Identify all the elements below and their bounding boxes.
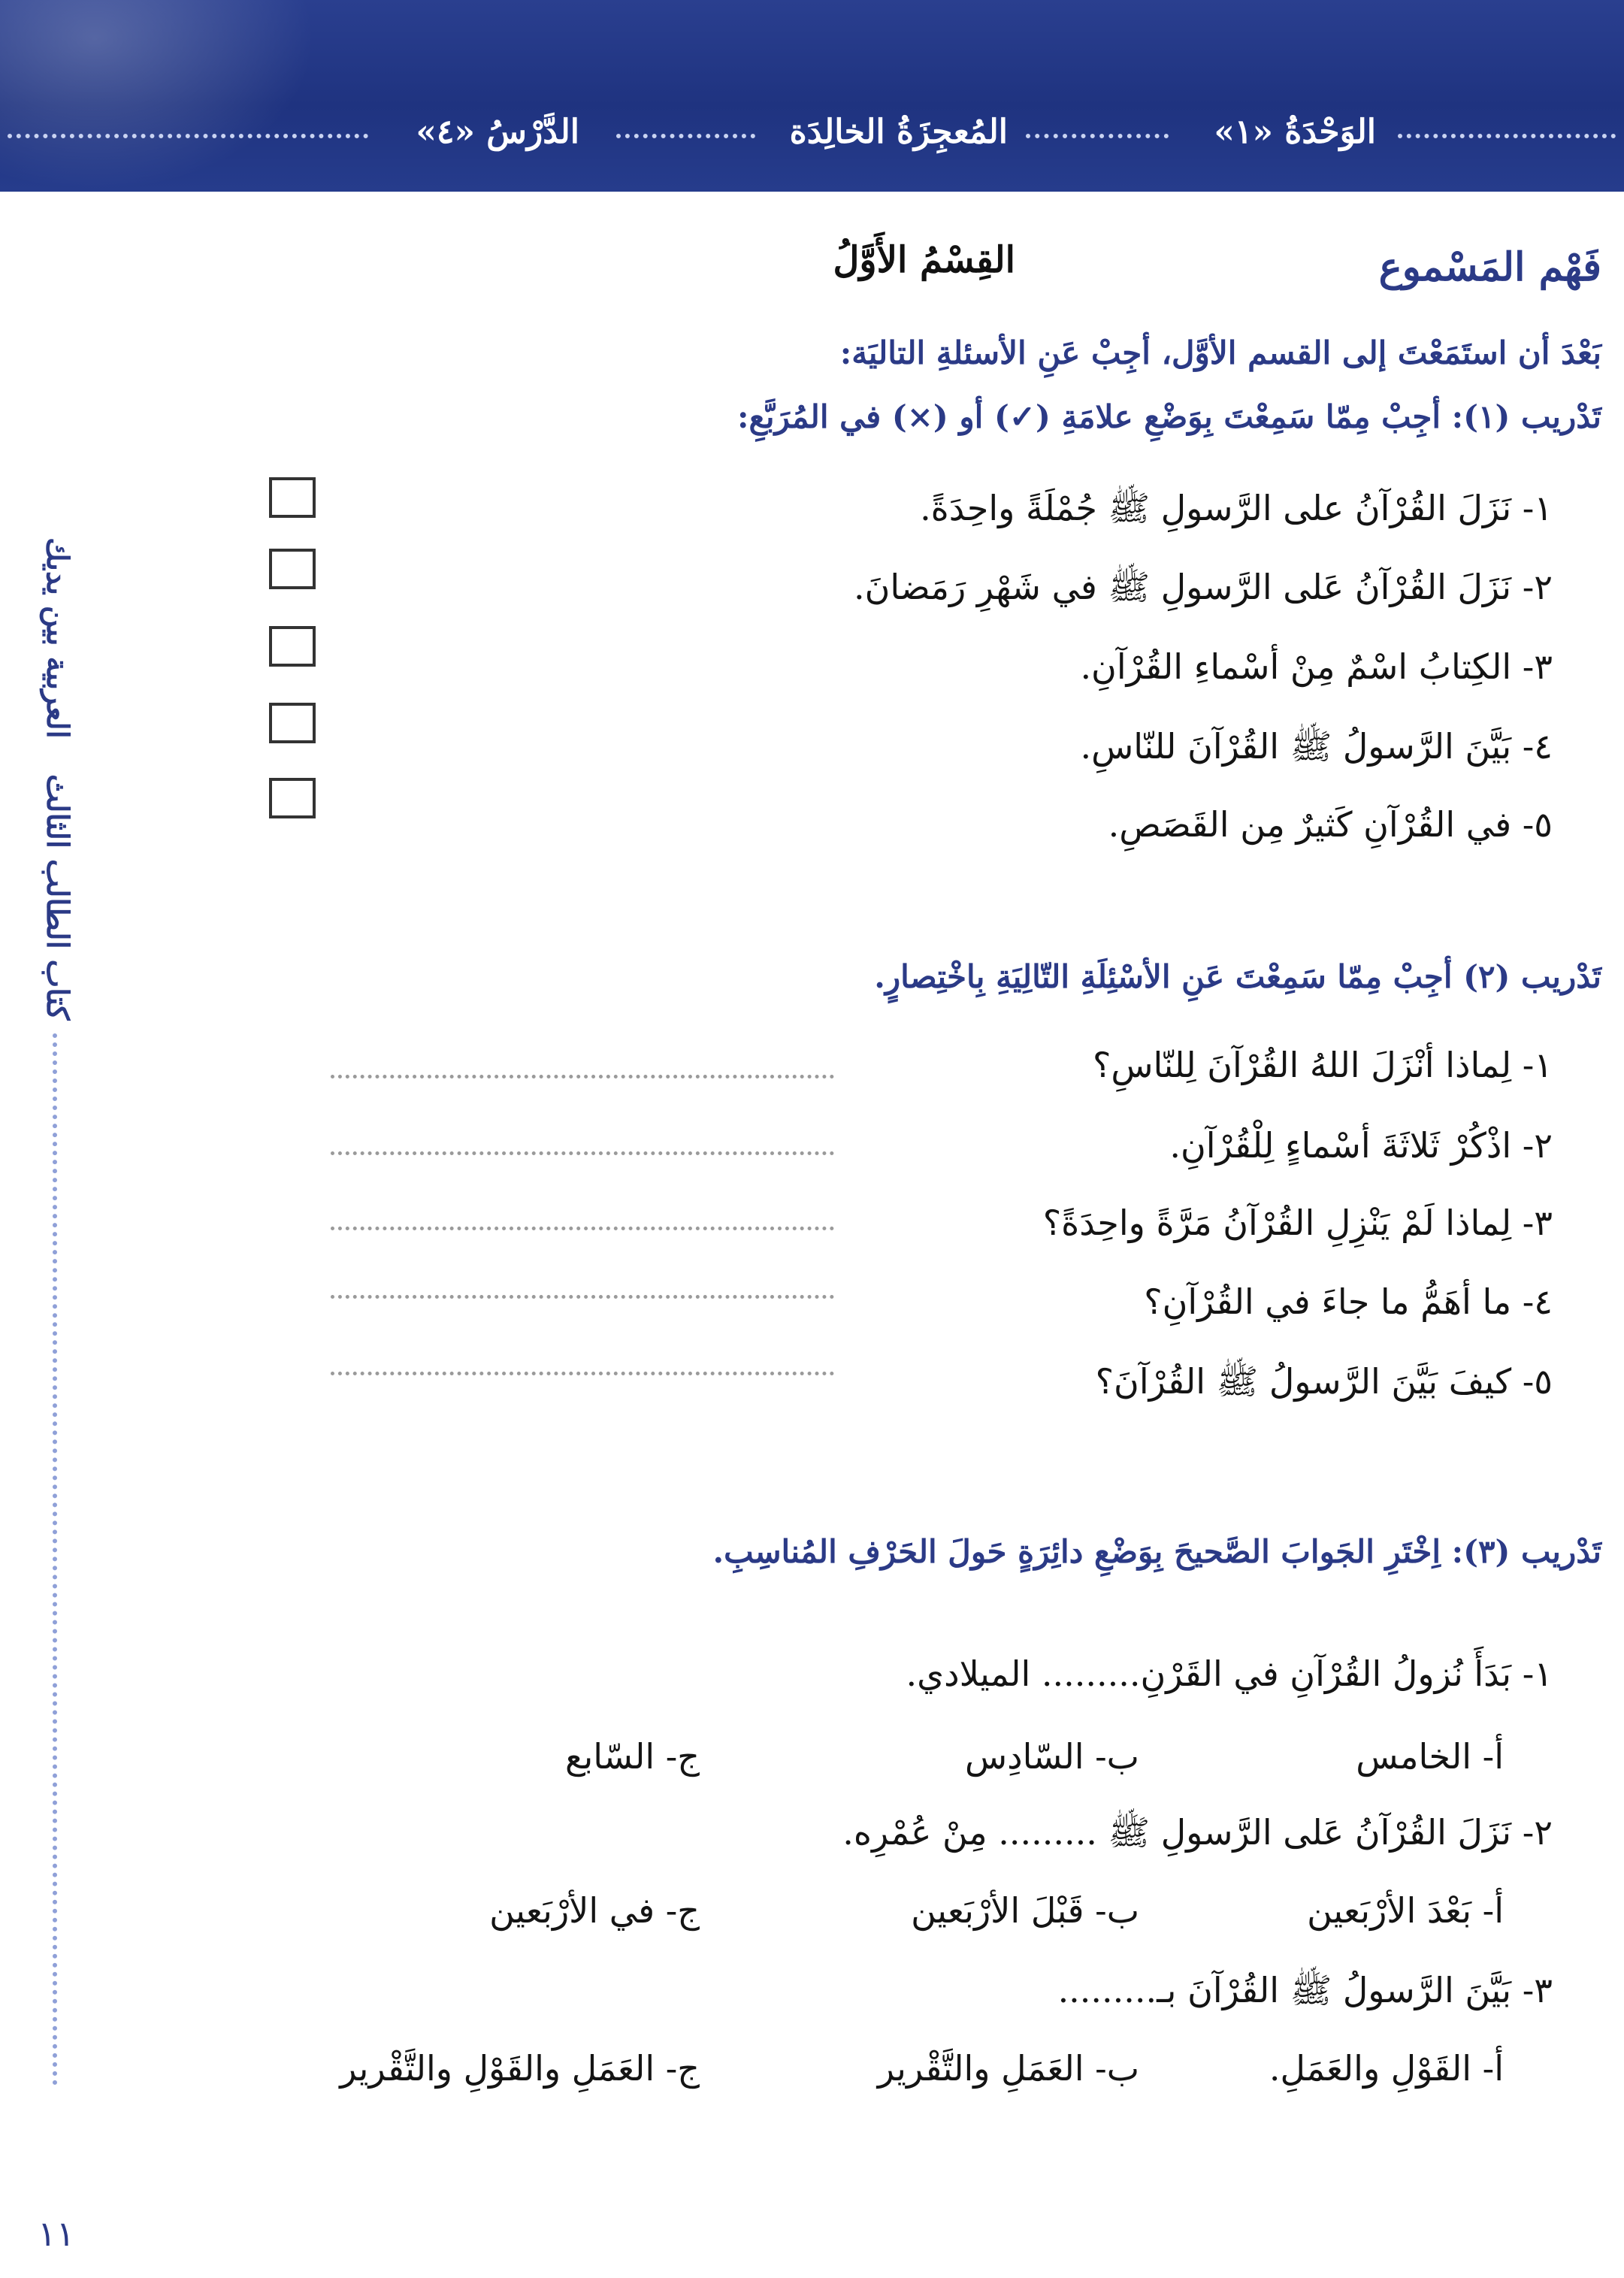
option-a[interactable]: أ- القَوْلِ والعَمَلِ. (1269, 2048, 1504, 2089)
option-a[interactable]: أ- الخامس (1356, 1736, 1504, 1777)
exercise1-item: ٤- بَيَّنَ الرَّسولُ ﷺ القُرْآنَ للنّاسِ. (1080, 726, 1553, 767)
book-name: كتاب الطالب الثالث (40, 774, 75, 1021)
exercise2-item: ١- لِماذا أنْزَلَ اللهُ القُرْآنَ لِلنّاسِ؟ (1092, 1045, 1553, 1085)
option-b[interactable]: ب- السّادِس (965, 1736, 1139, 1777)
answer-line[interactable] (331, 1372, 834, 1375)
side-dotted-divider (53, 1033, 57, 2086)
exercise2-item: ٥- كيفَ بَيَّنَ الرَّسولُ ﷺ القُرْآنَ؟ (1095, 1361, 1553, 1402)
option-a[interactable]: أ- بَعْدَ الأرْبَعين (1307, 1890, 1504, 1931)
exercise3-question: ١- بَدَأَ نُزولُ القُرْآنِ في القَرْنِ......... الميلادي. (906, 1653, 1553, 1694)
answer-line[interactable] (331, 1075, 834, 1078)
lesson-label: الدَّرْسُ «٤» (416, 113, 579, 151)
answer-line[interactable] (331, 1151, 834, 1155)
section-title: فَهْم المَسْموع (1378, 244, 1601, 290)
exercise3-question: ٣- بَيَّنَ الرَّسولُ ﷺ القُرْآنَ بـ......... (1057, 1970, 1553, 2010)
intro-instruction: بَعْدَ أن استَمَعْتَ إلى القسم الأوَّل، أجِبْ عَنِ الأسئلةِ التاليَة: (839, 334, 1601, 371)
option-c[interactable]: ج- السّابع (565, 1736, 700, 1777)
option-b[interactable]: ب- قَبْلَ الأرْبَعين (911, 1890, 1139, 1931)
exercise1-item: ٣- الكِتابُ اسْمٌ مِنْ أسْماءِ القُرْآنِ. (1080, 646, 1553, 687)
option-b[interactable]: ب- العَمَلِ والتَّقْرير (877, 2048, 1139, 2089)
exercise2-instruction: تَدْريب (٢) أجِبْ مِمّا سَمِعْتَ عَنِ الأسْئِلَةِ التّالِيَةِ بِاخْتِصارٍ. (874, 958, 1601, 995)
header-dotted-divider (616, 134, 755, 138)
exercise3-question: ٢- نَزَلَ القُرْآنُ عَلى الرَّسولِ ﷺ ......... مِنْ عُمْرِه. (842, 1812, 1553, 1853)
page-number: ١١ (38, 2213, 75, 2254)
exercise3-instruction: تَدْريب (٣): اِخْتَرِ الجَوابَ الصَّحيحَ بِوَضْعِ دائِرَةٍ حَولَ الحَرْفِ المُناسِبِ. (712, 1533, 1601, 1570)
exercise1-item: ١- نَزَلَ القُرْآنُ على الرَّسولِ ﷺ جُمْلَةً واحِدَةً. (920, 488, 1553, 528)
answer-checkbox[interactable] (269, 549, 316, 589)
header-dotted-divider (1026, 134, 1169, 138)
exercise2-item: ٣- لِماذا لَمْ يَنْزِلِ القُرْآنُ مَرَّةً واحِدَةً؟ (1042, 1203, 1553, 1243)
lesson-title: المُعجِزَةُ الخالِدَة (789, 113, 1008, 151)
header-dotted-divider (1398, 134, 1616, 138)
answer-checkbox[interactable] (269, 703, 316, 743)
exercise1-instruction: تَدْريب (١): أجِبْ مِمّا سَمِعْتَ بِوَضْعِ علامَةِ (✓) أو (×) في المُرَبَّعِ: (737, 398, 1601, 435)
exercise2-item: ٢- اذْكُرْ ثَلاثَةَ أسْماءٍ لِلْقُرْآنِ. (1169, 1125, 1553, 1166)
header-dotted-divider (8, 134, 368, 138)
answer-checkbox[interactable] (269, 626, 316, 667)
part-title: القِسْمُ الأَوَّلُ (833, 239, 1015, 281)
option-c[interactable]: ج- العَمَلِ والقَوْلِ والتَّقْرير (340, 2048, 700, 2089)
exercise2-item: ٤- ما أهَمُّ ما جاءَ في القُرْآنِ؟ (1144, 1281, 1553, 1322)
option-c[interactable]: ج- في الأرْبَعين (489, 1890, 700, 1931)
answer-line[interactable] (331, 1295, 834, 1299)
decorative-swirl (0, 0, 316, 192)
unit-label: الوَحْدَةُ «١» (1214, 113, 1376, 151)
answer-line[interactable] (331, 1227, 834, 1230)
exercise1-item: ٥- في القُرْآنِ كَثيرٌ مِن القَصَصِ. (1108, 804, 1553, 845)
exercise1-item: ٢- نَزَلَ القُرْآنُ عَلى الرَّسولِ ﷺ في شَهْرِ رَمَضانَ. (854, 567, 1553, 607)
book-series: العربية بين يديك (40, 537, 75, 739)
answer-checkbox[interactable] (269, 477, 316, 518)
answer-checkbox[interactable] (269, 778, 316, 818)
header-band (0, 0, 1624, 192)
